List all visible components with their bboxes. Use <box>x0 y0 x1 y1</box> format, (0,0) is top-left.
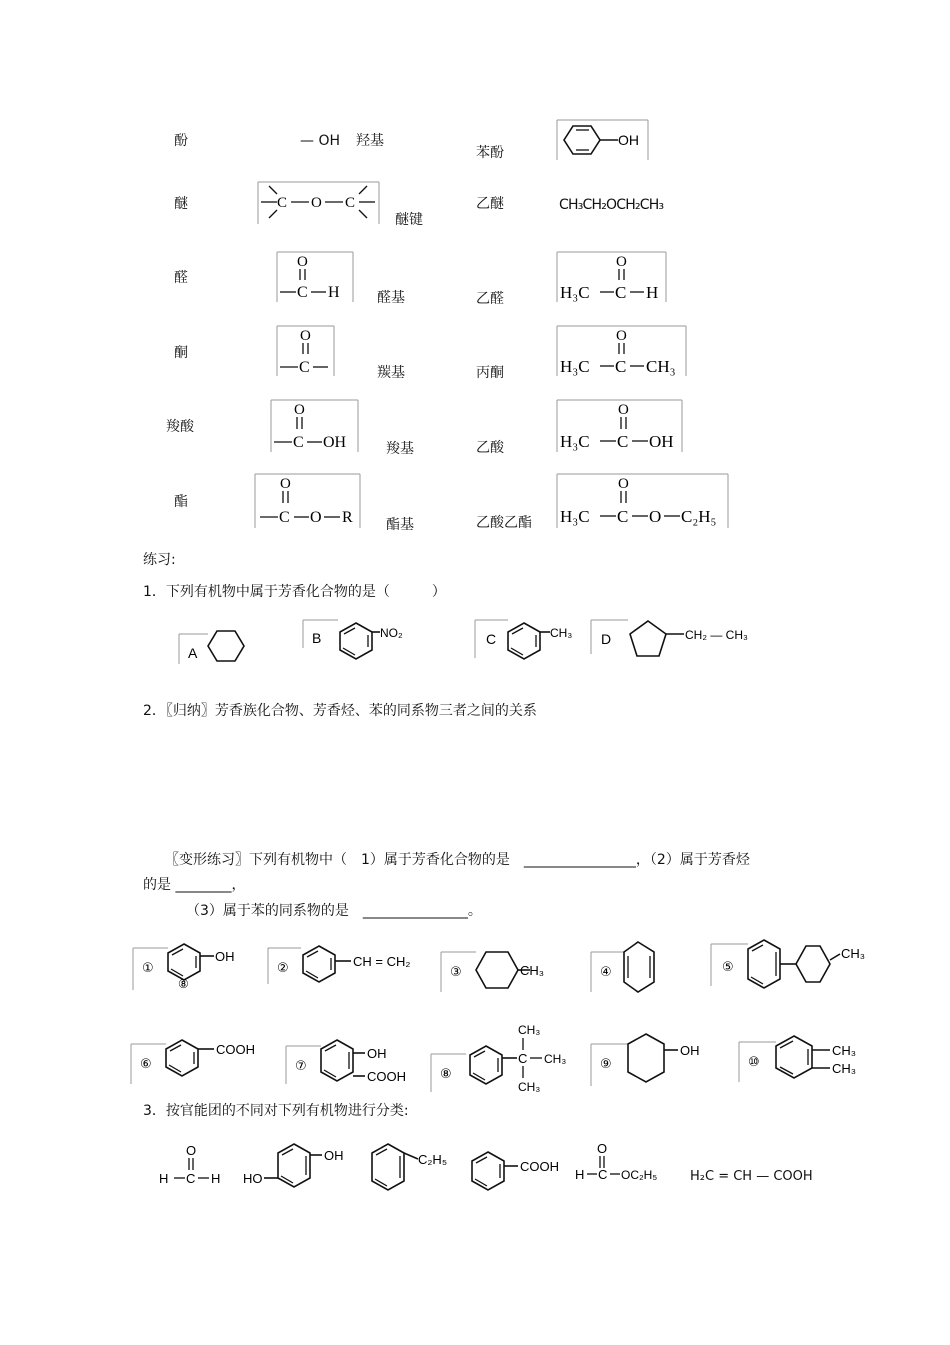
acetic-acid-structure <box>556 398 684 454</box>
ethyl-label-d: CH₂ — CH₃ <box>685 628 748 642</box>
svg-text:CH₃: CH₃ <box>646 357 676 376</box>
aldehyde-group-structure <box>276 250 356 304</box>
q3-formaldehyde <box>158 1140 224 1188</box>
example-name-ketone: 丙酮 <box>476 365 504 381</box>
practice-heading: 练习: <box>143 552 176 568</box>
compound-6-benzoic-acid <box>130 1034 270 1090</box>
question-2: 2．〖归纳〗芳香族化合物、芳香烃、苯的同系物三者之间的关系 <box>143 703 537 719</box>
svg-text:⑦: ⑦ <box>295 1058 307 1073</box>
svg-text:CH₃: CH₃ <box>544 1052 567 1066</box>
svg-text:C: C <box>277 195 288 211</box>
svg-text:C: C <box>617 432 629 451</box>
svg-text:③: ③ <box>450 964 462 979</box>
svg-text:H₃C: H₃C <box>560 357 590 376</box>
svg-text:⑩: ⑩ <box>748 1054 760 1069</box>
svg-text:H: H <box>211 1171 221 1186</box>
question-3: 3．按官能团的不同对下列有机物进行分类: <box>143 1103 409 1119</box>
phenol-oh-label: OH <box>618 132 639 148</box>
class-aldehyde: 醛 <box>174 270 188 286</box>
svg-text:O: O <box>300 328 311 344</box>
svg-text:CH₃: CH₃ <box>518 1080 541 1094</box>
svg-text:OH: OH <box>215 949 235 964</box>
class-carboxylic-acid: 羧酸 <box>166 419 194 435</box>
svg-text:C: C <box>345 195 356 211</box>
svg-text:H: H <box>328 284 340 301</box>
svg-text:COOH: COOH <box>367 1069 406 1084</box>
compound-7-salicylic-acid <box>285 1034 415 1090</box>
svg-text:⑧: ⑧ <box>178 977 189 991</box>
q3-acrylic-acid: H₂C = CH — COOH <box>690 1169 813 1184</box>
class-ketone: 酮 <box>174 345 188 361</box>
carbonyl-group-structure <box>276 324 336 378</box>
svg-text:COOH: COOH <box>520 1159 559 1174</box>
svg-text:O: O <box>297 254 308 270</box>
svg-text:O: O <box>616 328 627 344</box>
svg-text:CH₃: CH₃ <box>832 1043 857 1058</box>
svg-text:H₃C: H₃C <box>560 283 590 302</box>
svg-text:OH: OH <box>324 1148 344 1163</box>
compound-4-cyclohexadiene <box>590 938 670 998</box>
variant-line-2: 的是 ________， <box>143 877 246 893</box>
class-ester: 酯 <box>174 494 188 510</box>
group-name-ether: 醚键 <box>395 212 423 228</box>
svg-text:C: C <box>617 507 629 526</box>
svg-text:C: C <box>518 1051 528 1066</box>
phenol-structure <box>556 118 650 162</box>
svg-text:CH₃: CH₃ <box>520 963 545 978</box>
example-name-aldehyde: 乙醛 <box>476 291 504 307</box>
svg-text:C: C <box>186 1171 196 1186</box>
svg-text:C: C <box>293 434 304 451</box>
svg-text:O: O <box>616 254 627 270</box>
svg-text:④: ④ <box>600 964 612 979</box>
question-1: 1．下列有机物中属于芳香化合物的是（ ） <box>143 584 446 600</box>
nitro-label: NO₂ <box>380 626 403 640</box>
methyl-label-c: CH₃ <box>550 626 573 640</box>
svg-text:O: O <box>618 476 629 492</box>
svg-text:C: C <box>297 284 308 301</box>
svg-text:H₃C: H₃C <box>560 507 590 526</box>
class-ether: 醚 <box>174 196 188 212</box>
variant-line-1: 〖变形练习〗下列有机物中（ 1）属于芳香化合物的是 ________________，（2）属于芳香烃 <box>165 852 750 868</box>
svg-text:O: O <box>310 509 322 526</box>
svg-text:H: H <box>159 1171 169 1186</box>
compound-10-o-xylene <box>738 1032 868 1092</box>
compound-9-cyclohexanol <box>590 1030 710 1094</box>
svg-text:H₃C: H₃C <box>560 432 590 451</box>
group-name-carbonyl: 羰基 <box>377 365 405 381</box>
svg-text:C: C <box>279 509 290 526</box>
group-name-hydroxyl: 羟基 <box>356 133 384 149</box>
svg-text:O: O <box>280 476 291 492</box>
svg-text:O: O <box>597 1141 608 1156</box>
svg-text:H: H <box>646 283 659 302</box>
example-name-ester: 乙酸乙酯 <box>476 515 532 531</box>
svg-text:C₂H₅: C₂H₅ <box>681 507 717 526</box>
option-c-toluene <box>474 618 584 664</box>
svg-text:CH = CH₂: CH = CH₂ <box>353 954 411 969</box>
ester-group-structure <box>254 472 362 530</box>
svg-text:O: O <box>294 402 305 418</box>
variant-line-3: （3）属于苯的同系物的是 _______________。 <box>186 903 482 919</box>
compound-2-styrene <box>267 940 417 992</box>
svg-text:O: O <box>649 507 662 526</box>
group-name-ester: 酯基 <box>386 517 414 533</box>
svg-text:O: O <box>186 1143 197 1158</box>
q3-ethyl-formate <box>574 1138 674 1186</box>
svg-text:C: C <box>598 1167 608 1182</box>
ether-group-structure <box>257 180 381 226</box>
svg-text:OH: OH <box>649 432 674 451</box>
option-d-letter: D <box>601 631 612 647</box>
svg-text:C: C <box>615 357 627 376</box>
q3-benzoic-acid <box>470 1148 570 1196</box>
svg-text:C: C <box>615 283 627 302</box>
svg-text:⑤: ⑤ <box>722 959 734 974</box>
svg-text:OH: OH <box>680 1043 700 1058</box>
svg-text:CH₃: CH₃ <box>841 946 866 961</box>
option-a-cyclohexane <box>178 626 250 664</box>
ethyl-acetate-structure <box>556 472 730 530</box>
svg-text:O: O <box>311 195 322 211</box>
svg-text:⑥: ⑥ <box>140 1056 152 1071</box>
svg-text:C₂H₅: C₂H₅ <box>418 1152 448 1167</box>
compound-8-tert-butylbenzene <box>430 1018 580 1094</box>
option-c-letter: C <box>486 631 497 647</box>
group-name-carboxyl: 羧基 <box>386 441 414 457</box>
svg-text:COOH: COOH <box>216 1042 255 1057</box>
example-name-acid: 乙酸 <box>476 440 504 456</box>
acetone-structure <box>556 324 688 378</box>
svg-text:②: ② <box>277 960 289 975</box>
example-formula-ether: CH₃CH₂OCH₂CH₃ <box>559 197 664 213</box>
svg-text:⑨: ⑨ <box>600 1056 612 1071</box>
option-b-nitrobenzene <box>302 618 412 664</box>
svg-text:OH: OH <box>367 1046 387 1061</box>
acetaldehyde-structure <box>556 250 668 304</box>
svg-text:O: O <box>618 402 629 418</box>
svg-text:C: C <box>299 359 310 376</box>
example-name-phenol: 苯酚 <box>476 145 504 161</box>
compound-1-phenol <box>132 940 244 996</box>
svg-text:R: R <box>342 509 353 526</box>
option-d-ethylcyclopentane <box>590 618 760 662</box>
compound-5-methylcyclohexylbenzene <box>710 936 870 996</box>
example-name-ether: 乙醚 <box>476 196 504 212</box>
q3-hydroquinone <box>242 1138 352 1194</box>
svg-text:HO: HO <box>243 1171 263 1186</box>
svg-text:OC₂H₅: OC₂H₅ <box>621 1168 658 1182</box>
class-phenol: 酚 <box>174 133 188 149</box>
option-b-letter: B <box>312 630 322 646</box>
compound-3-methylcyclohexane <box>440 940 550 996</box>
svg-text:CH₃: CH₃ <box>518 1023 541 1037</box>
svg-text:⑧: ⑧ <box>440 1066 452 1081</box>
carboxyl-group-structure <box>270 398 360 454</box>
q3-ethylbenzene <box>370 1138 462 1194</box>
svg-text:CH₃: CH₃ <box>832 1061 857 1076</box>
group-formula-hydroxyl: — OH <box>300 133 340 149</box>
option-a-letter: A <box>188 645 198 661</box>
svg-text:OH: OH <box>323 434 347 451</box>
svg-text:①: ① <box>142 960 154 975</box>
group-name-aldehyde: 醛基 <box>377 290 405 306</box>
svg-text:H: H <box>575 1167 585 1182</box>
